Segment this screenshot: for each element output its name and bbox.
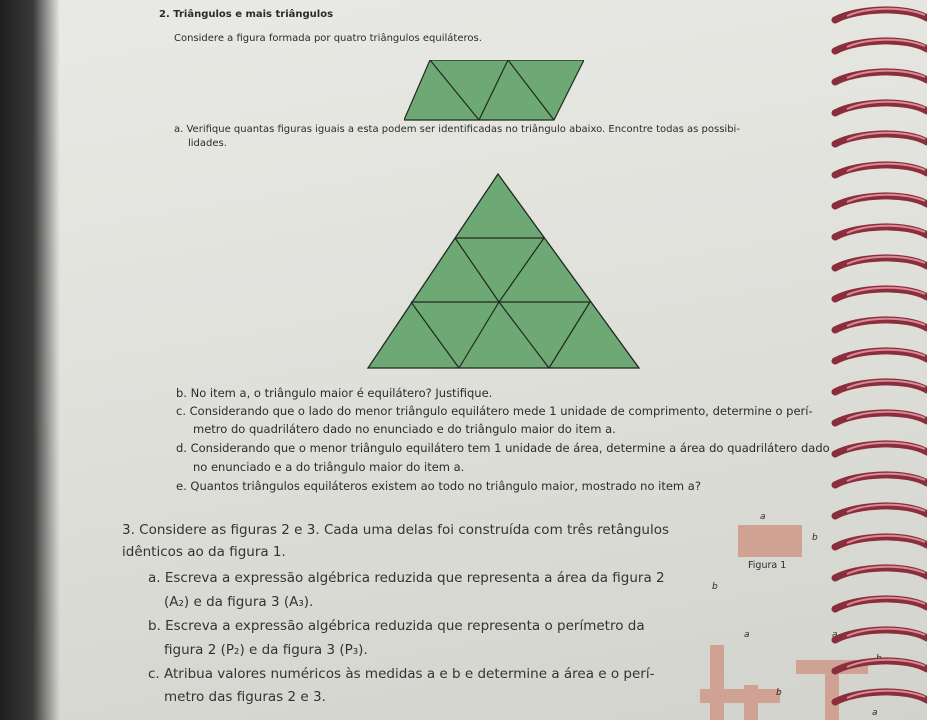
q2e-text: e. Quantos triângulos equiláteros existem ao todo no triângulo maior, mostrado no item a? [176,479,701,493]
page-shadow-edge [0,0,60,720]
q3c-text-line2: metro das figuras 2 e 3. [164,689,326,705]
q2c-text-line1: c. Considerando que o lado do menor triângulo equilátero mede 1 unidade de comprimento, determine o perí- [176,404,813,418]
figure1-rectangle [738,525,802,557]
q3-intro-line1: 3. Considere as figuras 2 e 3. Cada uma delas foi construída com três retângulos [122,522,670,538]
q2a-text-line2: lidades. [188,138,227,149]
q2-intro: Considere a figura formada por quatro triângulos equiláteros. [174,33,482,44]
fig1-caption: Figura 1 [748,560,787,571]
q2d-text-line1: d. Considerando que o menor triângulo equilátero tem 1 unidade de área, determine a área do quadrilátero dado [176,441,830,455]
q3b-text-line1: b. Escreva a expressão algébrica reduzida que representa o perímetro da [148,618,645,634]
fig1-label-b: b [812,533,818,543]
q2-title: 2. Triângulos e mais triângulos [159,9,334,20]
q2b-text: b. No item a, o triângulo maior é equilátero? Justifique. [176,386,493,400]
figure2-shape [700,645,780,720]
q2c-text-line2: metro do quadrilátero dado no enunciado e do triângulo maior do item a. [193,422,616,436]
fig3-label-a-bottom: a [872,708,878,718]
quadrilateral-figure [404,60,584,122]
fig3-label-b: b [876,654,882,664]
q3-intro-line2: idênticos ao da figura 1. [122,544,286,560]
fig2-label-b-top: b [712,582,718,592]
q2d-text-line2: no enunciado e a do triângulo maior do item a. [193,460,465,474]
q3b-text-line2: figura 2 (P₂) e da figura 3 (P₃). [164,642,368,658]
q3a-text-line2: (A₂) e da figura 3 (A₃). [164,594,314,610]
fig3-label-a-top: a [832,630,838,640]
q2a-text-line1: a. Verifique quantas figuras iguais a esta podem ser identificadas no triângulo abaixo. Encontre todas as possibi- [174,124,740,135]
fig1-label-a: a [760,512,766,522]
fig2-label-b-bottom: b [776,688,782,698]
q3c-text-line1: c. Atribua valores numéricos às medidas a e b e determine a área e o perí- [148,666,655,682]
q3a-text-line1: a. Escreva a expressão algébrica reduzida que representa a área da figura 2 [148,570,665,586]
large-triangle-figure [366,172,642,370]
spiral-binding [817,0,927,720]
fig2-label-a: a [744,630,750,640]
